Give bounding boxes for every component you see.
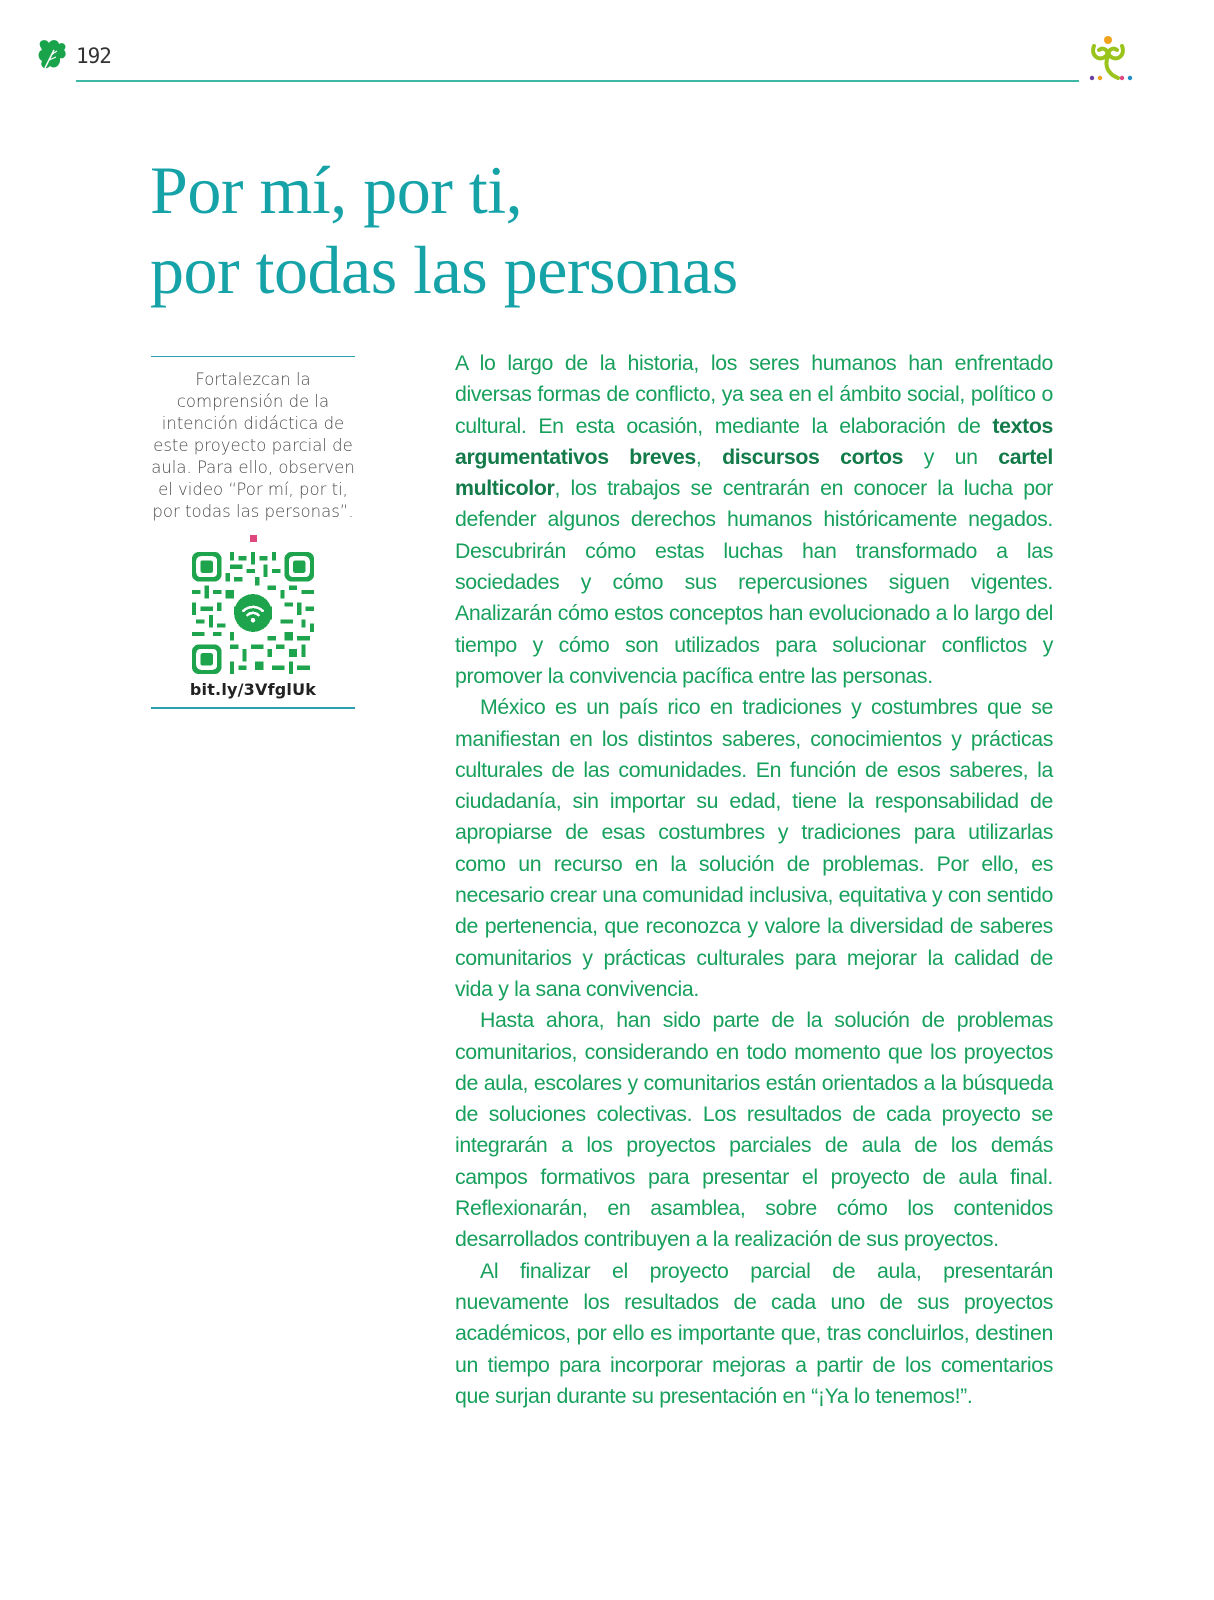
paragraph-1-part-d: y un — [903, 444, 999, 469]
sidebar-instruction: Fortalezcan la comprensión de la intención didáctica de este proyecto parcial de aula. Para ello, observen el video “Por mí, por ti, por todas las personas”. — [151, 370, 355, 521]
page-header — [0, 0, 1214, 100]
paragraph-4: Al finalizar el proyecto parcial de aula, presentarán nuevamente los resultados de cada uno de sus proyectos académicos, por ello es importante que, tras concluirlos, destinen un tiempo para incorporar mejoras a partir de los comentarios que surjan durante su presentación en “¡Ya lo tenemos!”. — [455, 1258, 1053, 1408]
paragraph-2: México es un país rico en tradiciones y costumbres que se manifiestan en los distintos saberes, conocimientos y prácticas culturales de las comunidades. En función de esos saberes, la ciudadanía, sin importar su edad, tiene la responsabilidad de apropiarse de esas costumbres y tradiciones para utilizarlas como un recurso en la solución de problemas. Por ello, es necesario crear una comunidad inclusiva, equitativa y con sentido de pertenencia, que reconozca y valore la diversidad de saberes comunitarios y prácticas culturales para mejorar la calidad de vida y la sana convivencia. — [455, 695, 1053, 1001]
video-short-link[interactable]: bit.ly/3VfglUk — [189, 680, 317, 699]
bold-term-cartel: cartel multicolor — [455, 444, 1053, 501]
person-logo-icon — [1086, 32, 1138, 84]
paragraph-1-part-a: A lo largo de la historia, los seres humanos han enfrentado diversas formas de conflicto, ya sea en el ámbito social, político o cultural. En esta ocasión, mediante la elaboración de — [455, 351, 1053, 438]
paragraph-1 — [455, 348, 1053, 692]
paragraph-1-part-c: , — [695, 444, 723, 469]
sidebar-top-rule — [151, 356, 355, 357]
page-title — [150, 150, 738, 310]
paragraph-3: Hasta ahora, han sido parte de la solución de problemas comunitarios, considerando en todo momento que los proyectos de aula, escolares y comunitarios están orientados a la búsqueda de soluciones colectivas. Los resultados de cada proyecto se integrarán a los proyectos parciales de aula de los demás campos formativos para presentar el proyecto de aula final. Reflexionarán, en asamblea, sobre cómo los contenidos desarrollados contribuyen a la realización de sus proyectos. — [455, 1008, 1053, 1252]
qr-code-icon[interactable] — [192, 552, 314, 674]
video-sidebar — [151, 356, 355, 709]
body-text — [455, 348, 1053, 1412]
title-line-2: por todas las personas — [150, 232, 738, 308]
bold-term-textos: textos argumentativos breves — [455, 413, 1053, 469]
bold-term-discursos: discursos cortos — [722, 444, 904, 469]
title-line-1: Por mí, por ti, — [150, 152, 523, 228]
sidebar-bottom-rule — [151, 707, 355, 709]
header-rule — [76, 80, 1079, 82]
paragraph-1-part-e: , los trabajos se centrarán en conocer la lucha por defender algunos derechos humanos históricamente negados. Descubrirán cómo estas luchas han transformado a las sociedades y cómo sus repercusiones siguen vigentes. Analizarán cómo estos conceptos han evolucionado a lo largo del tiempo y cómo son utilizados para solucionar conflictos y promover la convivencia pacífica entre las personas. — [455, 476, 1053, 688]
page-number: 192 — [76, 44, 111, 68]
pink-marker — [250, 535, 257, 542]
leaf-icon — [36, 38, 68, 72]
